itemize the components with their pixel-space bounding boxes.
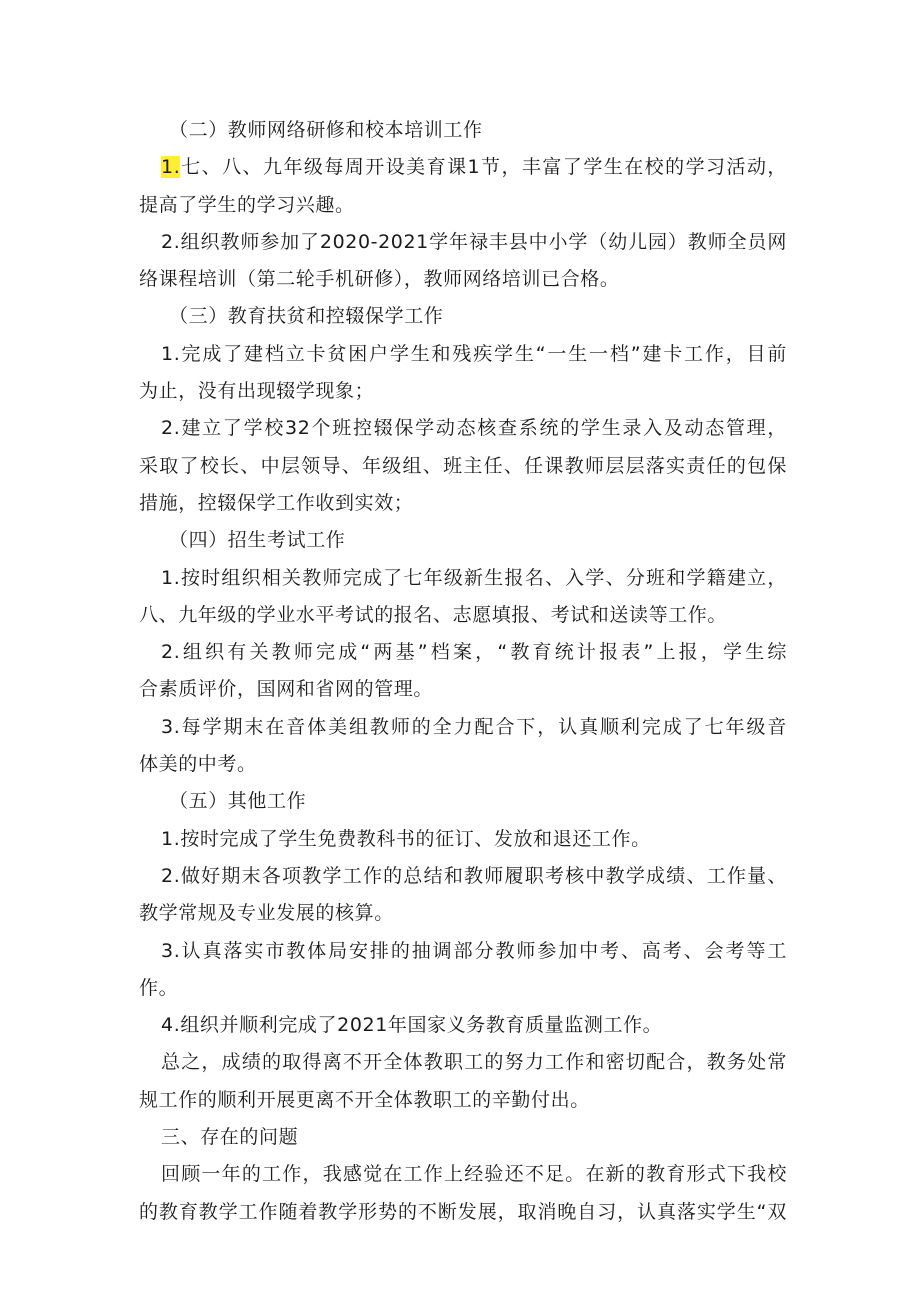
line-text: 4.组织并顺利完成了2021年国家义务教育质量监测工作。	[161, 1014, 663, 1037]
line-text: 1.按时完成了学生免费教科书的征订、发放和退还工作。	[161, 827, 651, 850]
line-text: 为止，没有出现辍学现象；	[139, 380, 375, 403]
line-text: （三）教育扶贫和控辍保学工作	[169, 305, 444, 328]
text-line	[139, 224, 787, 261]
line-text: 采取了校长、中层领导、年级组、班主任、任课教师层层落实责任的包保	[139, 454, 787, 477]
text-line	[139, 1044, 787, 1081]
text-line	[139, 1156, 787, 1193]
line-text: 提高了学生的学习兴趣。	[139, 193, 355, 216]
text-line	[139, 933, 787, 970]
text-line	[139, 410, 787, 447]
line-text: 2.组织教师参加了2020-2021学年禄丰县中小学（幼儿园）教师全员网	[161, 230, 787, 253]
line-text: 规工作的顺利开展更离不开全体教职工的辛勤付出。	[139, 1088, 590, 1111]
line-text: 的教育教学工作随着教学形势的不断发展，取消晚自习，认真落实学生“双	[139, 1200, 787, 1223]
line-text: 络课程培训（第二轮手机研修），教师网络培训已合格。	[139, 268, 620, 291]
text-line	[139, 709, 787, 746]
line-text: 措施，控辍保学工作收到实效；	[139, 491, 414, 514]
highlighted-number: 1.	[161, 156, 181, 179]
text-line	[139, 970, 787, 1007]
text-line	[139, 261, 787, 298]
line-text: 2.建立了学校32个班控辍保学动态核查系统的学生录入及动态管理，	[161, 417, 787, 440]
text-line	[139, 821, 787, 858]
text-line	[139, 485, 787, 522]
line-text: 教学常规及专业发展的核算。	[139, 902, 394, 925]
text-line	[139, 858, 787, 895]
text-line	[139, 522, 787, 559]
line-text: 作。	[139, 976, 179, 999]
text-line	[139, 895, 787, 932]
line-text: 3.认真落实市教体局安排的抽调部分教师参加中考、高考、会考等工	[161, 939, 787, 962]
text-line	[139, 336, 787, 373]
text-line	[139, 1007, 787, 1044]
line-text: 八、九年级的学业水平考试的报名、志愿填报、考试和送读等工作。	[139, 603, 728, 626]
text-line	[139, 597, 787, 634]
line-text: 三、存在的问题	[161, 1126, 299, 1149]
line-text: 回顾一年的工作，我感觉在工作上经验还不足。在新的教育形式下我校	[161, 1163, 787, 1186]
line-text: （二）教师网络研修和校本培训工作	[169, 119, 483, 141]
line-text: 2.做好期末各项教学工作的总结和教师履职考核中教学成绩、工作量、	[161, 864, 787, 887]
line-text: 体美的中考。	[139, 753, 257, 776]
text-line	[139, 1119, 787, 1156]
document-body	[139, 112, 787, 1231]
text-line	[139, 746, 787, 783]
text-line	[139, 298, 787, 335]
line-text: 3.每学期末在音体美组教师的全力配合下，认真顺利完成了七年级音	[161, 715, 787, 738]
line-text: 1.按时组织相关教师完成了七年级新生报名、入学、分班和学籍建立，	[161, 566, 787, 589]
text-line	[139, 112, 787, 149]
text-line	[139, 448, 787, 485]
text-line	[139, 373, 787, 410]
line-text: 七、八、九年级每周开设美育课1节，丰富了学生在校的学习活动，	[180, 156, 787, 179]
text-line	[139, 634, 787, 671]
text-line	[139, 783, 787, 820]
line-text: 2.组织有关教师完成“两基”档案，“教育统计报表”上报，学生综	[161, 641, 787, 664]
line-text: 1.完成了建档立卡贫困户学生和残疾学生“一生一档”建卡工作，目前	[161, 342, 787, 365]
line-text: （四）招生考试工作	[169, 529, 346, 552]
text-line	[139, 1082, 787, 1119]
text-line	[139, 671, 787, 708]
line-text: （五）其他工作	[169, 790, 307, 813]
text-line	[139, 560, 787, 597]
text-line	[139, 187, 787, 224]
text-line	[139, 149, 787, 186]
line-text: 合素质评价，国网和省网的管理。	[139, 678, 434, 701]
line-text: 总之，成绩的取得离不开全体教职工的努力工作和密切配合，教务处常	[161, 1051, 787, 1074]
text-line	[139, 1194, 787, 1231]
